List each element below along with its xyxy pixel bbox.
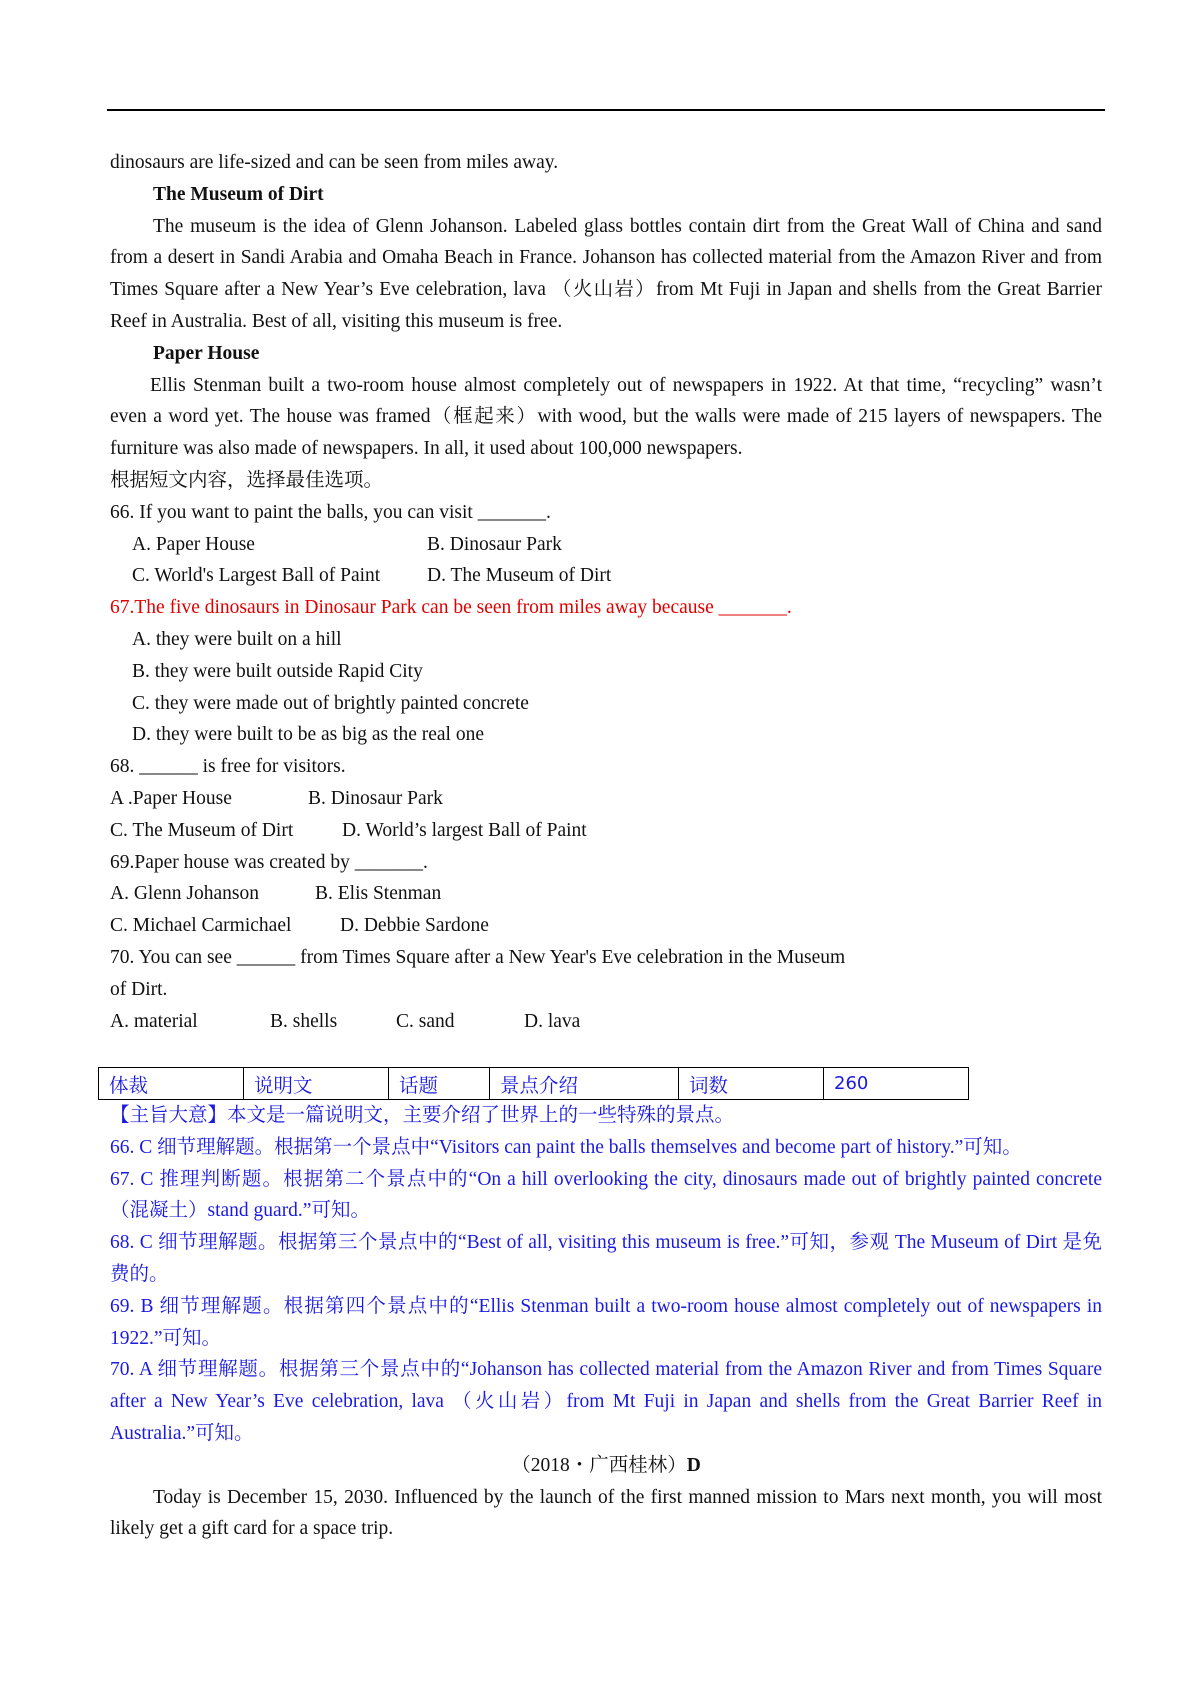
topic-label: 话题 (389, 1068, 490, 1100)
q66-option-c: C. World's Largest Ball of Paint (132, 565, 381, 587)
words-label: 词数 (679, 1068, 824, 1100)
museum-paragraph: The museum is the idea of Glenn Johanson. Labeled glass bottles contain dirt from the Great Wall of China and sand from a desert in Sandi Arabia and Omaha Beach in France. Johanson has collected material from the Amazon River and from Times Square after a New Year’s Eve celebration, lava （火山岩）from Mt Fuji in Japan and shells from the Great Barrier Reef in Australia. Best of all, visiting this museum is free. (110, 215, 1102, 332)
passage-source (110, 1450, 1102, 1482)
answer-section (110, 1100, 1102, 1545)
genre-value: 说明文 (244, 1068, 389, 1100)
info-table (98, 1067, 969, 1100)
q70-options (110, 1006, 1102, 1038)
answer-69: 69. B 细节理解题。根据第四个景点中的“Ellis Stenman built a two-room house almost completely out of newspapers in 1922.”可知。 (110, 1295, 1102, 1349)
header-rule (107, 109, 1105, 111)
q69-option-c: C. Michael Carmichael (110, 915, 292, 937)
passage-source-prefix: （2018・广西桂林） (511, 1454, 687, 1476)
q69-options-row2 (110, 910, 1102, 942)
question-70-line1: 70. You can see ______ from Times Square after a New Year's Eve celebration in the Museum (110, 946, 846, 968)
q68-option-d: D. World’s largest Ball of Paint (342, 819, 587, 841)
q66-option-a: A. Paper House (132, 533, 255, 555)
q69-option-b: B. Elis Stenman (315, 883, 442, 905)
answer-70: 70. A 细节理解题。根据第三个景点中的“Johanson has collected material from the Amazon River and from Times Square after a New Year’s Eve celebration, lava （火山岩）from Mt Fuji in Japan and shells from the Great Barrier Reef in Australia.”可知。 (110, 1359, 1102, 1444)
paper-house-heading: Paper House (153, 342, 260, 364)
q66-option-b: B. Dinosaur Park (427, 533, 562, 555)
q68-option-a: A .Paper House (110, 787, 232, 809)
question-67: 67.The five dinosaurs in Dinosaur Park can be seen from miles away because _______. (110, 597, 792, 619)
topic-value: 景点介绍 (490, 1068, 679, 1100)
q69-option-a: A. Glenn Johanson (110, 883, 259, 905)
q67-option-b: B. they were built outside Rapid City (132, 660, 423, 682)
reading-section (110, 147, 1102, 1037)
main-idea: 【主旨大意】本文是一篇说明文，主要介绍了世界上的一些特殊的景点。 (110, 1105, 735, 1126)
dinosaur-line: dinosaurs are life-sized and can be seen from miles away. (110, 152, 559, 173)
instruction: 根据短文内容，选择最佳选项。 (110, 469, 384, 491)
q67-option-c: C. they were made out of brightly painted concrete (132, 692, 529, 714)
q70-option-b: B. shells (270, 1010, 338, 1032)
answer-66: 66. C 细节理解题。根据第一个景点中“Visitors can paint the balls themselves and become part of history.”可知。 (110, 1136, 1022, 1158)
q69-options-row1 (110, 878, 1102, 910)
q68-options-row1 (110, 783, 1102, 815)
question-66: 66. If you want to paint the balls, you can visit _______. (110, 501, 551, 523)
answer-68: 68. C 细节理解题。根据第三个景点中的“Best of all, visiting this museum is free.”可知，参观 The Museum of Dirt 是免费的。 (110, 1232, 1102, 1285)
question-70-line2: of Dirt. (110, 978, 168, 1000)
q68-option-c: C. The Museum of Dirt (110, 819, 294, 841)
genre-label: 体裁 (99, 1068, 244, 1100)
q67-option-d: D. they were built to be as big as the real one (132, 724, 484, 746)
museum-heading: The Museum of Dirt (153, 183, 324, 205)
q69-option-d: D. Debbie Sardone (340, 915, 489, 937)
question-69: 69.Paper house was created by _______. (110, 851, 428, 873)
question-68: 68. ______ is free for visitors. (110, 756, 346, 778)
q70-option-d: D. lava (524, 1010, 581, 1032)
q70-option-a: A. material (110, 1010, 198, 1032)
q67-option-a: A. they were built on a hill (132, 628, 342, 650)
q66-options-row2 (110, 560, 1102, 592)
q68-option-b: B. Dinosaur Park (308, 787, 443, 809)
words-value: 260 (824, 1068, 969, 1100)
info-table-row (99, 1068, 969, 1100)
q70-option-c: C. sand (396, 1010, 455, 1032)
q66-option-d: D. The Museum of Dirt (427, 565, 612, 587)
q66-options-row1 (110, 529, 1102, 561)
paper-house-paragraph: Ellis Stenman built a two-room house almost completely out of newspapers in 1922. At that time, “recycling” wasn’t even a word yet. The house was framed（框起来）with wood, but the walls were made of 215 layers of newspapers. The furniture was also made of newspapers. In all, it used about 100,000 newspapers. (110, 374, 1102, 460)
q68-options-row2 (110, 815, 1102, 847)
answer-67: 67. C 推理判断题。根据第二个景点中的“On a hill overlooking the city, dinosaurs made out of brightly painted concrete（混凝土）stand guard.”可知。 (110, 1168, 1102, 1222)
passage-d-intro: Today is December 15, 2030. Influenced by the launch of the first manned mission to Mars next month, you will most likely get a gift card for a space trip. (110, 1486, 1102, 1540)
passage-source-letter: D (686, 1454, 701, 1476)
